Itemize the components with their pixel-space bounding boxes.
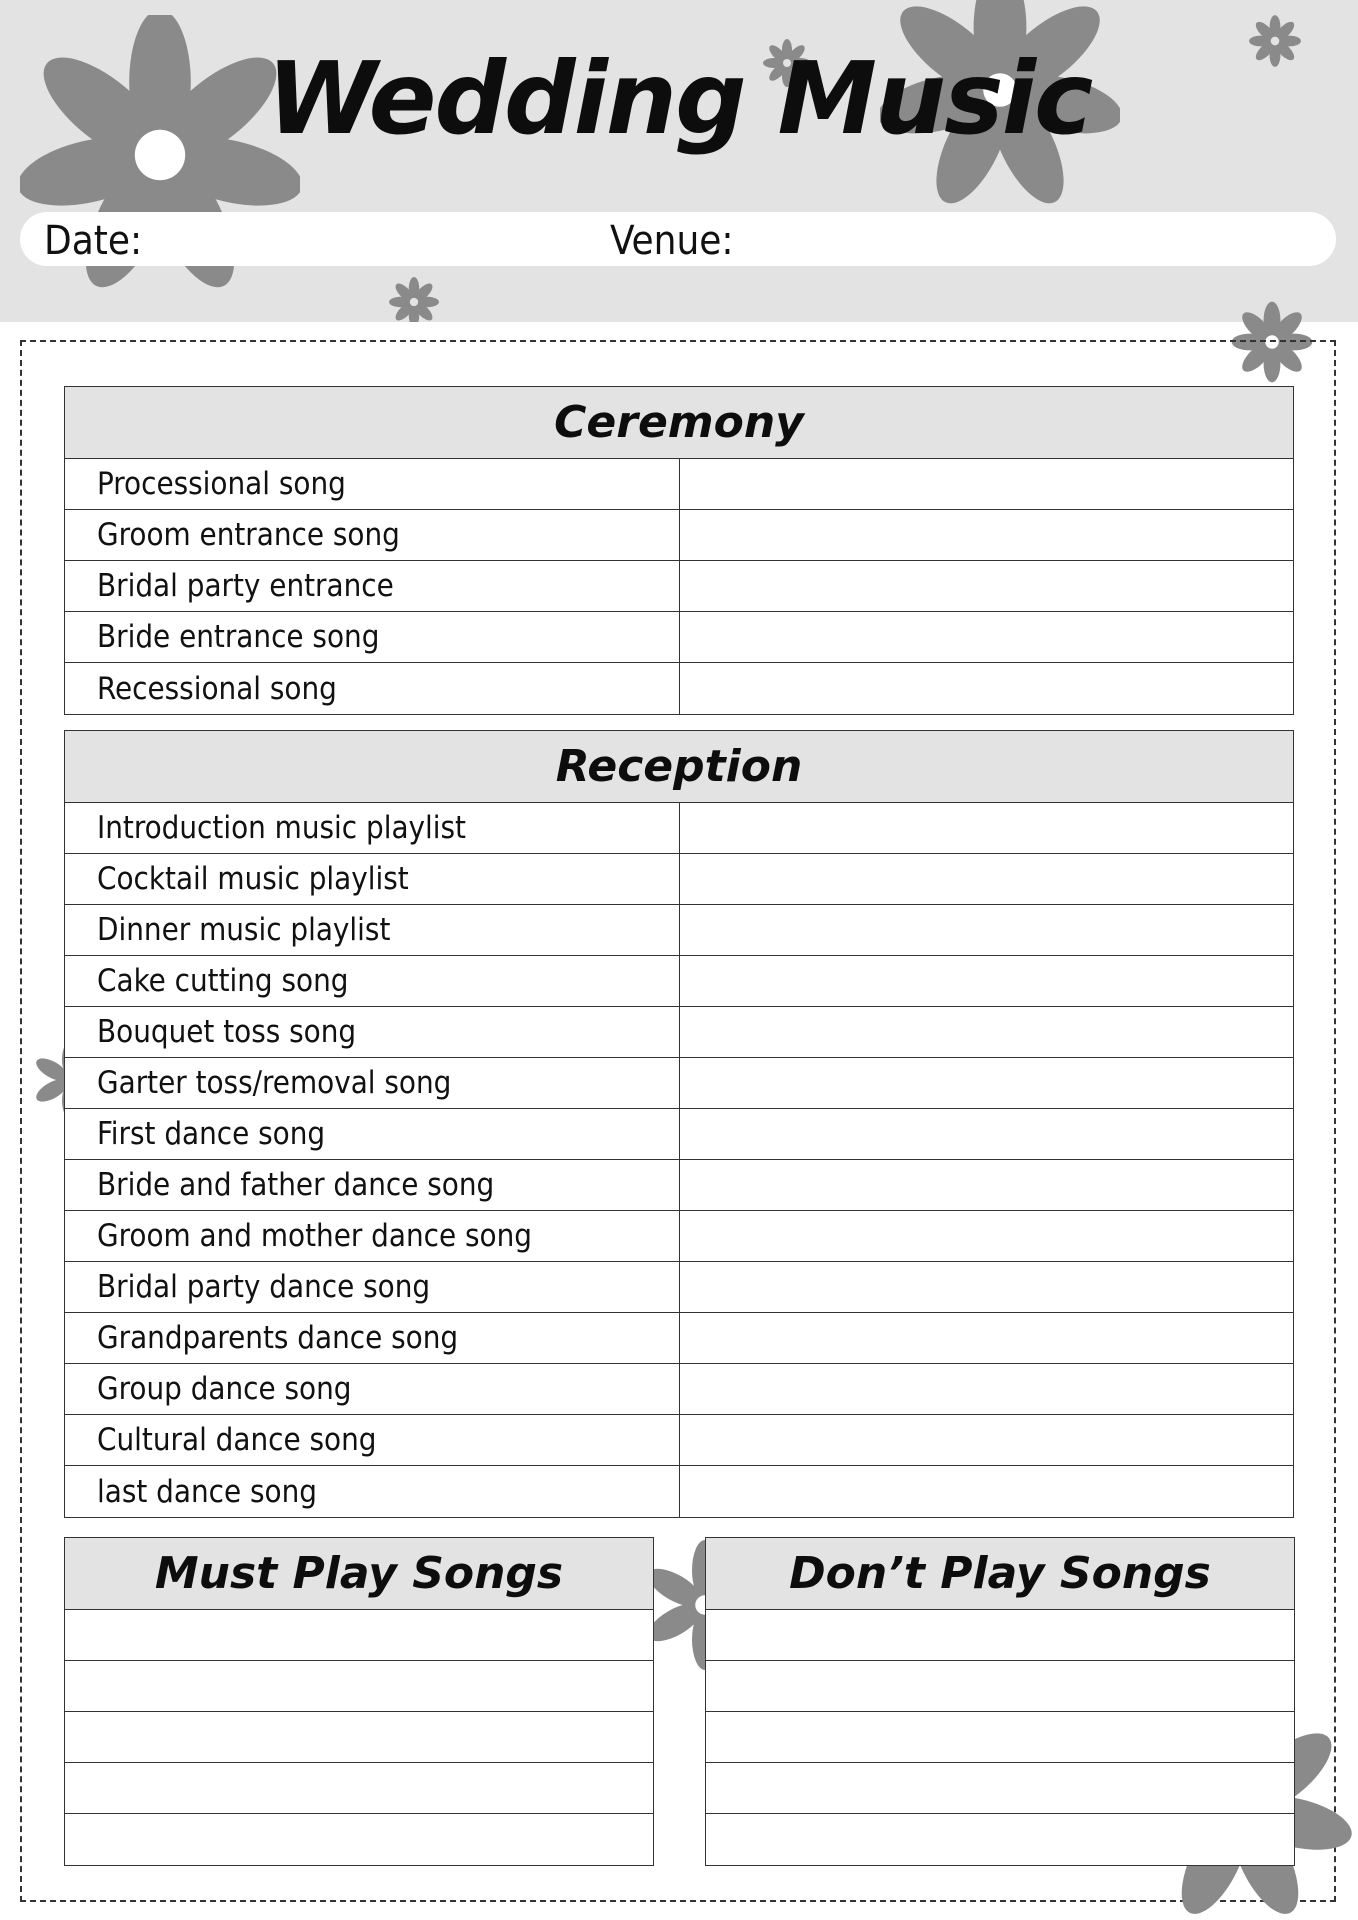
header-band — [0, 0, 1358, 322]
table-row — [65, 1211, 1293, 1262]
table-row — [65, 1466, 1293, 1517]
entry-row[interactable] — [706, 1661, 1294, 1712]
entry-row[interactable] — [65, 1814, 653, 1865]
table-row — [65, 561, 1293, 612]
dont-play-section — [705, 1537, 1295, 1866]
entry-cell[interactable] — [680, 1415, 1293, 1465]
table-row — [65, 1058, 1293, 1109]
table-row — [65, 1160, 1293, 1211]
row-label: Cake cutting song — [65, 956, 680, 1006]
reception-heading: Reception — [65, 731, 1293, 803]
row-label: Groom entrance song — [65, 510, 680, 560]
entry-cell[interactable] — [680, 905, 1293, 955]
row-label: Bridal party dance song — [65, 1262, 680, 1312]
entry-row[interactable] — [706, 1712, 1294, 1763]
entry-cell[interactable] — [680, 510, 1293, 560]
table-row — [65, 1313, 1293, 1364]
entry-cell[interactable] — [680, 1211, 1293, 1261]
dont-play-heading: Don’t Play Songs — [706, 1538, 1294, 1610]
entry-cell[interactable] — [680, 1364, 1293, 1414]
row-label: last dance song — [65, 1466, 680, 1517]
entry-cell[interactable] — [680, 956, 1293, 1006]
table-row — [65, 1007, 1293, 1058]
row-label: Recessional song — [65, 663, 680, 714]
entry-cell[interactable] — [680, 1313, 1293, 1363]
table-row — [65, 459, 1293, 510]
entry-cell[interactable] — [680, 1109, 1293, 1159]
date-label: Date: — [44, 218, 143, 264]
entry-row[interactable] — [65, 1712, 653, 1763]
entry-cell[interactable] — [680, 854, 1293, 904]
row-label: Dinner music playlist — [65, 905, 680, 955]
entry-cell[interactable] — [680, 1466, 1293, 1517]
row-label: Cultural dance song — [65, 1415, 680, 1465]
entry-row[interactable] — [706, 1763, 1294, 1814]
row-label: Introduction music playlist — [65, 803, 680, 853]
entry-row[interactable] — [65, 1661, 653, 1712]
entry-cell[interactable] — [680, 612, 1293, 662]
ceremony-section — [64, 386, 1294, 715]
table-row — [65, 1262, 1293, 1313]
row-label: Bridal party entrance — [65, 561, 680, 611]
row-label: Processional song — [65, 459, 680, 509]
info-bar — [20, 212, 1336, 266]
ceremony-heading: Ceremony — [65, 387, 1293, 459]
flower-decoration-icon — [388, 276, 440, 322]
entry-cell[interactable] — [680, 561, 1293, 611]
row-label: Bouquet toss song — [65, 1007, 680, 1057]
table-row — [65, 612, 1293, 663]
row-label: Groom and mother dance song — [65, 1211, 680, 1261]
entry-cell[interactable] — [680, 459, 1293, 509]
row-label: Garter toss/removal song — [65, 1058, 680, 1108]
entry-row[interactable] — [706, 1814, 1294, 1865]
table-row — [65, 956, 1293, 1007]
row-label: Bride and father dance song — [65, 1160, 680, 1210]
table-row — [65, 905, 1293, 956]
row-label: Bride entrance song — [65, 612, 680, 662]
table-row — [65, 854, 1293, 905]
entry-row[interactable] — [706, 1610, 1294, 1661]
table-row — [65, 803, 1293, 854]
table-row — [65, 510, 1293, 561]
table-row — [65, 663, 1293, 714]
page-title: Wedding Music — [266, 40, 1092, 157]
entry-cell[interactable] — [680, 1058, 1293, 1108]
table-row — [65, 1364, 1293, 1415]
table-row — [65, 1109, 1293, 1160]
row-label: First dance song — [65, 1109, 680, 1159]
table-row — [65, 1415, 1293, 1466]
reception-section — [64, 730, 1294, 1518]
entry-cell[interactable] — [680, 1007, 1293, 1057]
row-label: Grandparents dance song — [65, 1313, 680, 1363]
venue-label: Venue: — [610, 218, 734, 264]
entry-row[interactable] — [65, 1610, 653, 1661]
row-label: Cocktail music playlist — [65, 854, 680, 904]
must-play-section — [64, 1537, 654, 1866]
entry-cell[interactable] — [680, 663, 1293, 714]
must-play-heading: Must Play Songs — [65, 1538, 653, 1610]
entry-cell[interactable] — [680, 803, 1293, 853]
entry-cell[interactable] — [680, 1262, 1293, 1312]
entry-cell[interactable] — [680, 1160, 1293, 1210]
entry-row[interactable] — [65, 1763, 653, 1814]
row-label: Group dance song — [65, 1364, 680, 1414]
